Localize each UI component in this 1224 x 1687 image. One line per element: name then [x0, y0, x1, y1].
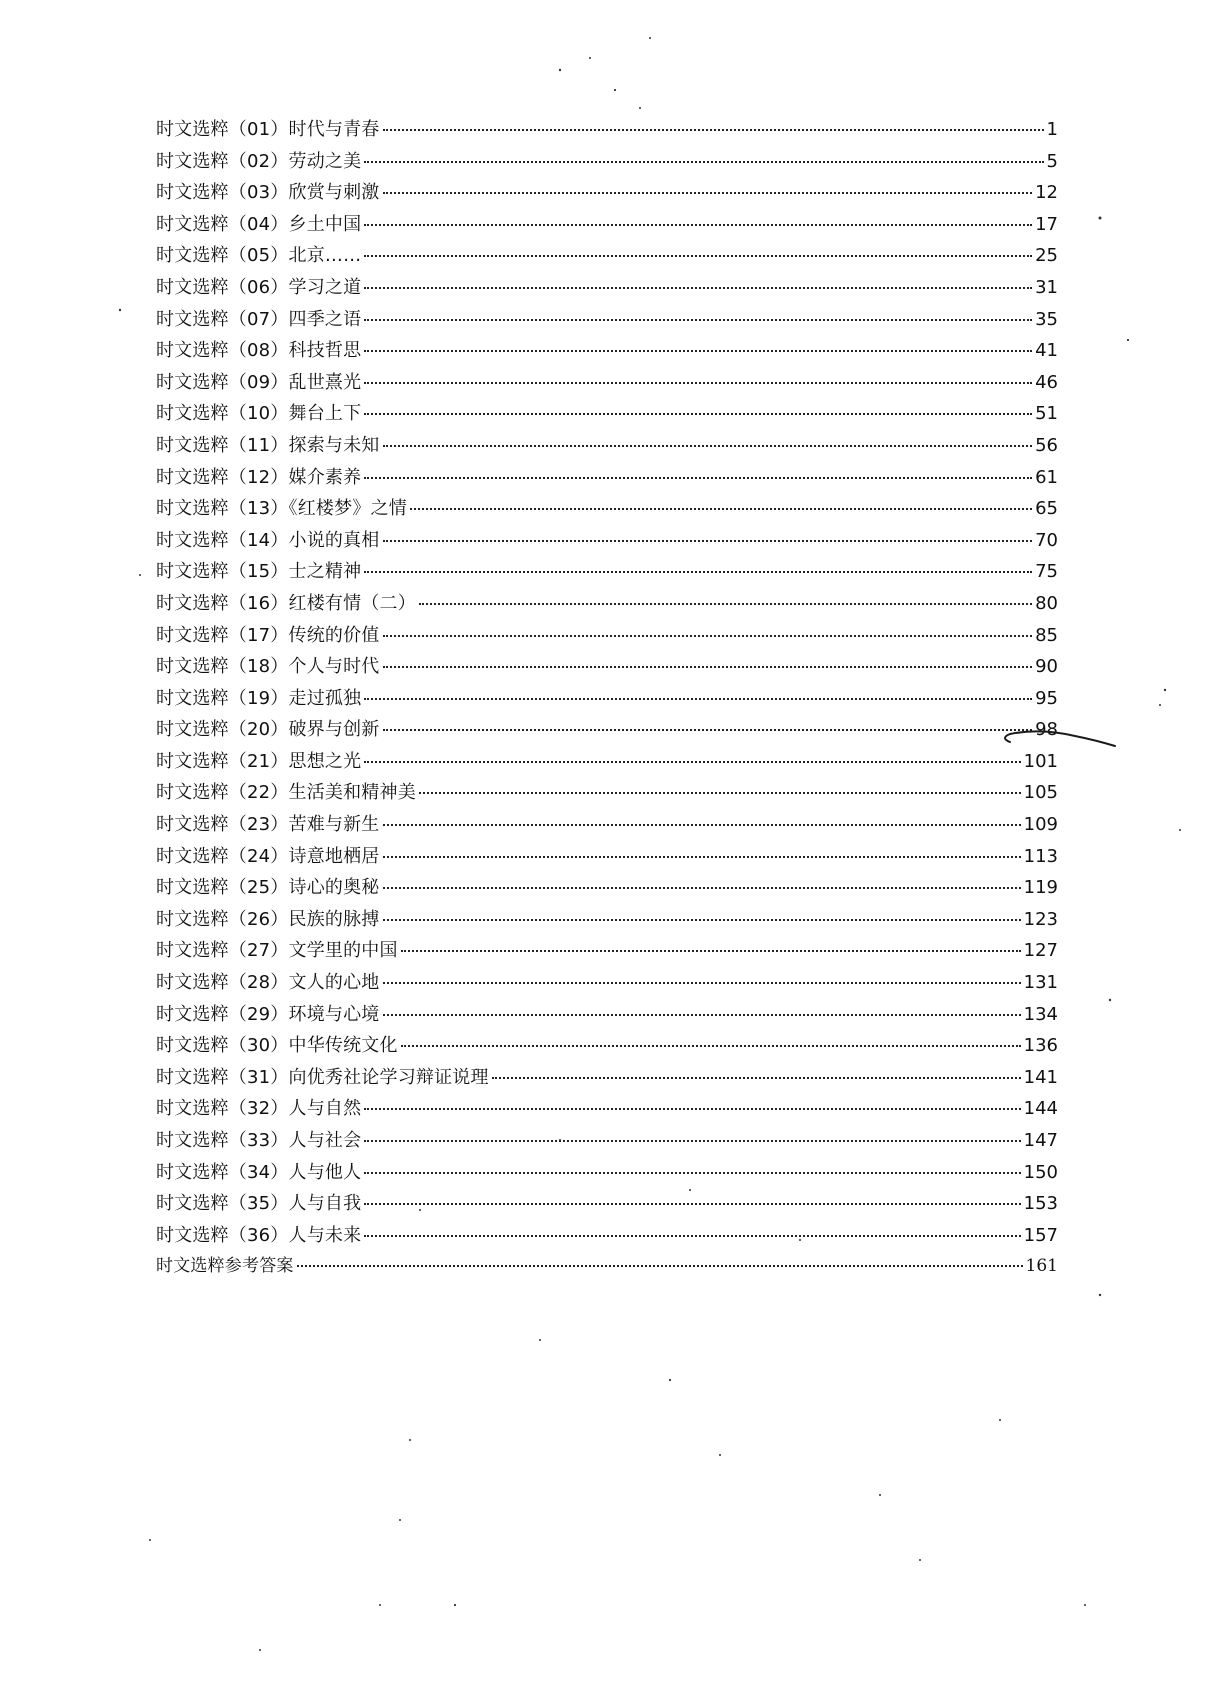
- dot-leader: [364, 287, 1032, 289]
- toc-entry-title: 时文选粹（34）人与他人: [156, 1161, 362, 1183]
- toc-entry-title: 时文选粹（15）士之精神: [156, 561, 362, 583]
- toc-entry-title: 时文选粹（06）学习之道: [156, 276, 362, 298]
- toc-entry-title: 时文选粹（28）文人的心地: [156, 972, 380, 994]
- toc-row[interactable]: [156, 809, 1058, 841]
- toc-row[interactable]: [156, 714, 1058, 746]
- toc-row[interactable]: [156, 335, 1058, 367]
- toc-row[interactable]: [156, 841, 1058, 873]
- dot-leader: [364, 761, 1020, 763]
- toc-entry-title: 时文选粹（17）传统的价值: [156, 624, 380, 646]
- toc-entry-title: 时文选粹（20）破界与创新: [156, 719, 380, 741]
- toc-row[interactable]: [156, 240, 1058, 272]
- toc-row[interactable]: [156, 999, 1058, 1031]
- toc-entry-page-number: 98: [1035, 719, 1058, 741]
- toc-entry-page-number: 31: [1035, 276, 1058, 298]
- toc-entry-title: 时文选粹（07）四季之语: [156, 308, 362, 330]
- toc-row[interactable]: [156, 872, 1058, 904]
- toc-entry-page-number: 157: [1023, 1224, 1058, 1246]
- toc-entry-page-number: 41: [1035, 340, 1058, 362]
- toc-entry-title: 时文选粹（10）舞台上下: [156, 403, 362, 425]
- toc-entry-page-number: 113: [1023, 845, 1058, 867]
- toc-entry-title: 时文选粹（04）乡土中国: [156, 213, 362, 235]
- dot-leader: [383, 887, 1021, 889]
- dot-leader: [419, 792, 1021, 794]
- toc-entry-title: 时文选粹（16）红楼有情（二）: [156, 592, 416, 614]
- toc-entry-title: 时文选粹（02）劳动之美: [156, 150, 362, 172]
- dot-leader: [492, 1077, 1021, 1079]
- dot-leader: [364, 477, 1032, 479]
- toc-entry-page-number: 150: [1023, 1161, 1058, 1183]
- toc-entry-page-number: 75: [1035, 561, 1058, 583]
- dot-leader: [383, 445, 1033, 447]
- dot-leader: [364, 161, 1043, 163]
- table-of-contents: [156, 114, 1058, 1283]
- toc-entry-page-number: 95: [1035, 687, 1058, 709]
- toc-entry-page-number: 153: [1023, 1193, 1058, 1215]
- toc-entry-title: 时文选粹（33）人与社会: [156, 1130, 362, 1151]
- dot-leader: [364, 413, 1032, 415]
- dot-leader: [383, 856, 1021, 858]
- dot-leader: [364, 350, 1032, 352]
- toc-entry-page-number: 109: [1023, 814, 1058, 836]
- dot-leader: [364, 382, 1032, 384]
- dot-leader: [364, 255, 1032, 257]
- dot-leader: [297, 1265, 1023, 1267]
- toc-entry-page-number: 25: [1035, 245, 1058, 267]
- toc-entry-page-number: 80: [1035, 592, 1058, 614]
- toc-entry-title: 时文选粹（23）苦难与新生: [156, 814, 380, 836]
- toc-entry-page-number: 12: [1035, 182, 1058, 204]
- toc-entry-title: 时文选粹（19）走过孤独: [156, 687, 362, 709]
- toc-entry-page-number: 70: [1035, 529, 1058, 551]
- toc-entry-title: 时文选粹（26）民族的脉搏: [156, 908, 380, 930]
- toc-entry-title: 时文选粹（24）诗意地栖居: [156, 845, 380, 867]
- toc-entry-page-number: 85: [1035, 624, 1058, 646]
- toc-entry-title: 时文选粹（32）人与自然: [156, 1098, 362, 1120]
- toc-entry-page-number: 134: [1023, 1003, 1058, 1025]
- toc-entry-title: 时文选粹（21）思想之光: [156, 750, 362, 772]
- dot-leader: [383, 192, 1033, 194]
- toc-row[interactable]: [156, 367, 1058, 399]
- toc-entry-title: 时文选粹（29）环境与心境: [156, 1003, 380, 1025]
- toc-row[interactable]: [156, 146, 1058, 178]
- toc-entry-page-number: 5: [1046, 150, 1058, 172]
- toc-entry-title: 时文选粹（30）中华传统文化: [156, 1035, 398, 1057]
- toc-entry-page-number: 131: [1023, 972, 1058, 994]
- toc-entry-page-number: 144: [1023, 1098, 1058, 1120]
- toc-row[interactable]: [156, 746, 1058, 778]
- toc-row[interactable]: [156, 904, 1058, 936]
- toc-row[interactable]: [156, 1062, 1058, 1094]
- toc-entry-page-number: 65: [1035, 498, 1058, 520]
- toc-row[interactable]: [156, 1125, 1058, 1157]
- toc-entry-page-number: 141: [1023, 1066, 1058, 1088]
- dot-leader: [364, 1235, 1020, 1237]
- toc-entry-page-number: 147: [1023, 1130, 1058, 1151]
- toc-answers-row[interactable]: [156, 1251, 1058, 1283]
- toc-row[interactable]: [156, 588, 1058, 620]
- toc-row[interactable]: [156, 114, 1058, 146]
- toc-entry-page-number: 56: [1035, 434, 1058, 456]
- toc-entry-page-number: 101: [1023, 750, 1058, 772]
- toc-entry-title: 时文选粹（14）小说的真相: [156, 529, 380, 551]
- dot-leader: [410, 508, 1032, 510]
- toc-entry-page-number: 35: [1035, 308, 1058, 330]
- toc-row[interactable]: [156, 1030, 1058, 1062]
- toc-entry-title: 时文选粹（01）时代与青春: [156, 119, 380, 140]
- dot-leader: [364, 224, 1032, 226]
- toc-entry-page-number: 123: [1023, 908, 1058, 930]
- dot-leader: [383, 129, 1044, 131]
- toc-entry-page-number: 119: [1023, 877, 1058, 899]
- toc-entry-page-number: 127: [1023, 940, 1058, 962]
- toc-row[interactable]: [156, 1157, 1058, 1189]
- dot-leader: [401, 1045, 1021, 1047]
- toc-row[interactable]: [156, 272, 1058, 304]
- toc-entry-page-number: 136: [1023, 1035, 1058, 1057]
- toc-row[interactable]: [156, 683, 1058, 715]
- toc-entry-title: 时文选粹（13）《红楼梦》之情: [156, 498, 407, 520]
- toc-row[interactable]: [156, 209, 1058, 241]
- dot-leader: [383, 635, 1033, 637]
- toc-entry-page-number: 51: [1035, 403, 1058, 425]
- toc-entry-title: 时文选粹（36）人与未来: [156, 1224, 362, 1246]
- toc-entry-title: 时文选粹（03）欣赏与刺激: [156, 182, 380, 204]
- dot-leader: [383, 540, 1033, 542]
- toc-row[interactable]: [156, 1093, 1058, 1125]
- toc-row[interactable]: [156, 462, 1058, 494]
- toc-entry-title: 时文选粹（25）诗心的奥秘: [156, 877, 380, 899]
- dot-leader: [383, 982, 1021, 984]
- dot-leader: [364, 571, 1032, 573]
- toc-entry-title: 时文选粹（22）生活美和精神美: [156, 782, 416, 804]
- toc-entry-page-number: 61: [1035, 466, 1058, 488]
- toc-entry-title: 时文选粹（27）文学里的中国: [156, 940, 398, 962]
- dot-leader: [383, 666, 1033, 668]
- toc-entry-page-number: 17: [1035, 213, 1058, 235]
- toc-entry-title: 时文选粹（12）媒介素养: [156, 466, 362, 488]
- toc-row[interactable]: [156, 493, 1058, 525]
- dot-leader: [383, 824, 1021, 826]
- dot-leader: [419, 603, 1032, 605]
- toc-row[interactable]: [156, 556, 1058, 588]
- toc-entry-title: 时文选粹（08）科技哲思: [156, 340, 362, 362]
- toc-entry-title: 时文选粹（09）乱世熹光: [156, 371, 362, 393]
- dot-leader: [364, 698, 1032, 700]
- toc-row[interactable]: [156, 177, 1058, 209]
- dot-leader: [364, 1108, 1020, 1110]
- toc-entry-title: 时文选粹参考答案: [156, 1256, 294, 1277]
- toc-row[interactable]: [156, 967, 1058, 999]
- toc-row[interactable]: [156, 620, 1058, 652]
- dot-leader: [383, 729, 1033, 731]
- dot-leader: [364, 1172, 1020, 1174]
- toc-entry-page-number: 46: [1035, 371, 1058, 393]
- toc-entry-page-number: 1: [1046, 119, 1058, 140]
- toc-row[interactable]: [156, 935, 1058, 967]
- toc-entry-title: 时文选粹（11）探索与未知: [156, 434, 380, 456]
- toc-row[interactable]: [156, 1188, 1058, 1220]
- toc-entry-page-number: 161: [1025, 1256, 1058, 1277]
- toc-entry-page-number: 90: [1035, 656, 1058, 678]
- toc-entry-title: 时文选粹（31）向优秀社论学习辩证说理: [156, 1066, 489, 1088]
- toc-row[interactable]: [156, 1220, 1058, 1252]
- toc-entry-title: 时文选粹（18）个人与时代: [156, 656, 380, 678]
- toc-entry-title: 时文选粹（35）人与自我: [156, 1193, 362, 1215]
- toc-entry-page-number: 105: [1023, 782, 1058, 804]
- toc-row[interactable]: [156, 430, 1058, 462]
- dot-leader: [364, 1203, 1020, 1205]
- toc-row[interactable]: [156, 777, 1058, 809]
- toc-entry-title: 时文选粹（05）北京……: [156, 245, 362, 267]
- dot-leader: [364, 319, 1032, 321]
- dot-leader: [383, 919, 1021, 921]
- dot-leader: [401, 950, 1021, 952]
- toc-row[interactable]: [156, 651, 1058, 683]
- dot-leader: [383, 1014, 1021, 1016]
- toc-row[interactable]: [156, 525, 1058, 557]
- dot-leader: [364, 1140, 1020, 1142]
- toc-row[interactable]: [156, 304, 1058, 336]
- toc-row[interactable]: [156, 398, 1058, 430]
